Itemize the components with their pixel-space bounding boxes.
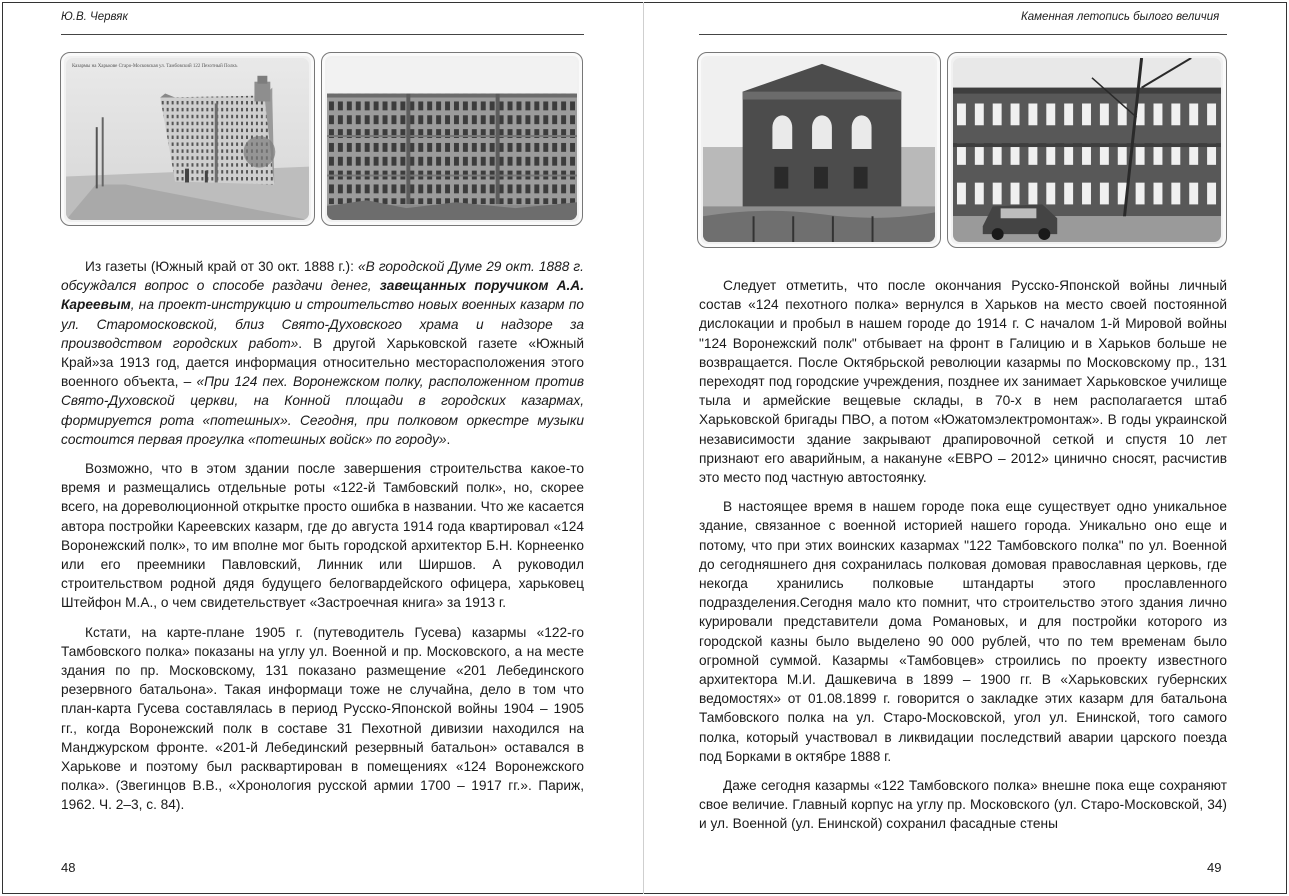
text-run: Из газеты (Южный край от 30 окт. 1888 г.):: [85, 259, 358, 274]
paragraph: Кстати, на карте-плане 1905 г. (путеводитель Гусева) казармы «122-го Тамбовского полка» показаны на углу ул. Военной и пр. Московского, а на месте здания по пр. Московскому, 131 показано размещение «201 Лебединского резервного батальона». Такая информаци тоже не случайна, дело в том что план-карта Гусева составлялась в период Русско-Японской войны 1904 – 1905 гг., когда Воронежский полк в составе 31 Пехотной дивизии находился на Манджурском фронте. «201-й Лебединский резервный батальон» оставался в Харькове и поэтому был расквартирован в помещениях «124 Воронежского полка». (Звегинцов В.В., «Хронология русской армии 1700 – 1917 гг.». Париж, 1962. Ч. 2–3, с. 84).: [61, 624, 584, 813]
postcard-caption: Казармы на Харькове Старо-Московская ул. Тамбовский 122 Пехотный Полкъ: [71, 63, 238, 69]
left-running-head: Ю.В. Червяк: [61, 11, 128, 23]
right-text-column: [699, 276, 1227, 834]
right-header-rule: [699, 34, 1227, 35]
barracks-facade-with-car-photo: [947, 52, 1227, 248]
red-brick-tower-photo: [697, 52, 941, 248]
quote-text: «При 124 пех. Воронежском полку, расположенном против Свято-Духовской церкви, на Конной площади в городских казармах, формируется рота «потешных». Сегодня, при полковом оркестре музыки состоится первая прогулка «потешных войск» по городу»: [61, 374, 584, 447]
paragraph: В настоящее время в нашем городе пока еще существует одно уникальное здание, связанное с военной историей нашего города. Уникально оно еще и потому, что при этих воинских казармах "122 Тамбовского полка" по ул. Военной до сегодняшнего дня сохранилась полковая домовая православная церковь, где некогда хранились полковые штандарты этого прославленного подразделения.Сегодня мало кто помнит, что строительство этого здания лично курировали представители дома Романовых, и для постройки которого из городской казны было выделено 90 000 рублей, что по тем временам было огромной суммой. Казармы «Тамбовцев» строились по проекту известного архитектора М.И. Дашкевича в 1899 – 1900 гг. В «Харьковских губернских ведомостях» от 01.08.1899 г. говорится о закладке этих казарм для батальона Тамбовского полка на ул. Старо-Московской, угол ул. Енинской, того самого полка, который участвовал в ликвидации последствий аварии царского поезда под Борками в октябре 1888 г.: [699, 499, 1227, 764]
ruined-barracks-photo: [321, 52, 583, 226]
left-header-rule: [61, 34, 584, 35]
left-text-column: [61, 257, 584, 815]
text-run: . В другой Харьковской газете «Южный Край»за 1913 год, дается информация относительно месторасположения этого военного объекта, –: [61, 335, 584, 390]
left-page-number: 48: [61, 860, 76, 875]
right-page-number: 49: [1207, 860, 1222, 875]
quote-text: «В городской Думе 29 окт. 1888 г. обсуждался вопрос о способе раздачи денег,: [61, 259, 584, 294]
right-running-head: Каменная летопись былого величия: [1021, 11, 1220, 23]
book-spine: [643, 2, 644, 894]
paragraph: [61, 257, 584, 449]
paragraph: Следует отметить, что после окончания Русско-Японской войны личный состав «124 пехотного полка» вернулся в Харьков на место своей постоянной дислокации и пробыл в нашем городе до 1914 г. С началом 1-й Мировой войны "124 Воронежский полк" отбывает на фронт в Галицию и в Харьков больше не возвращается. После Октябрьской революции казармы по Московскому пр., 131 переходят под городские учреждения, позднее их занимает Харьковское училище тыла и армейские вещевые склады, в 70-х в нем располагается штаб Харьковской бригады ПВО, а потом «Южатомэлектромонтаж». В годы украинской независимости здание закрывают драпировочной сеткой и спустя 10 лет признают его аварийным, а накануне «ЕВРО – 2012» цинично сносят, расчистив это место под частную автостоянку.: [699, 278, 1227, 486]
paragraph: Возможно, что в этом здании после завершения строительства какое-то время и размещались отдельные роты «122-й Тамбовский полк», но, скорее всего, на дореволюционной открытке просто ошибка в названии. Что же касается автора постройки Кареевских казарм, где до августа 1914 года квартировал «124 Воронежский полк», то им вполне мог быть городской архитектор Б.Н. Корнеенко или его преемники Павловский, Линник или Ширшов. А руководил строительством родной дядя будущего белогвардейского офицера, харьковец Штейфон М.А., о чем свидетельствует «Застроечная книга» за 1913 г.: [61, 461, 584, 611]
quote-text: , на проект-инструкцию и строительство новых военных казарм по ул. Старомосковской, близ Свято-Духовского храма и надзоре за производством городских работ»: [61, 297, 584, 351]
quote-bold-text: завещанных поручиком А.А. Кареевым: [61, 278, 584, 313]
historic-postcard-photo: [60, 52, 315, 226]
text-run: .: [446, 431, 451, 447]
paragraph: Даже сегодня казармы «122 Тамбовского полка» внешне пока еще сохраняют свое величие. Главный корпус на углу пр. Московского (ул. Старо-Московской, 34) и ул. Военной (ул. Енинской) сохранил фасадные стены: [699, 778, 1227, 832]
